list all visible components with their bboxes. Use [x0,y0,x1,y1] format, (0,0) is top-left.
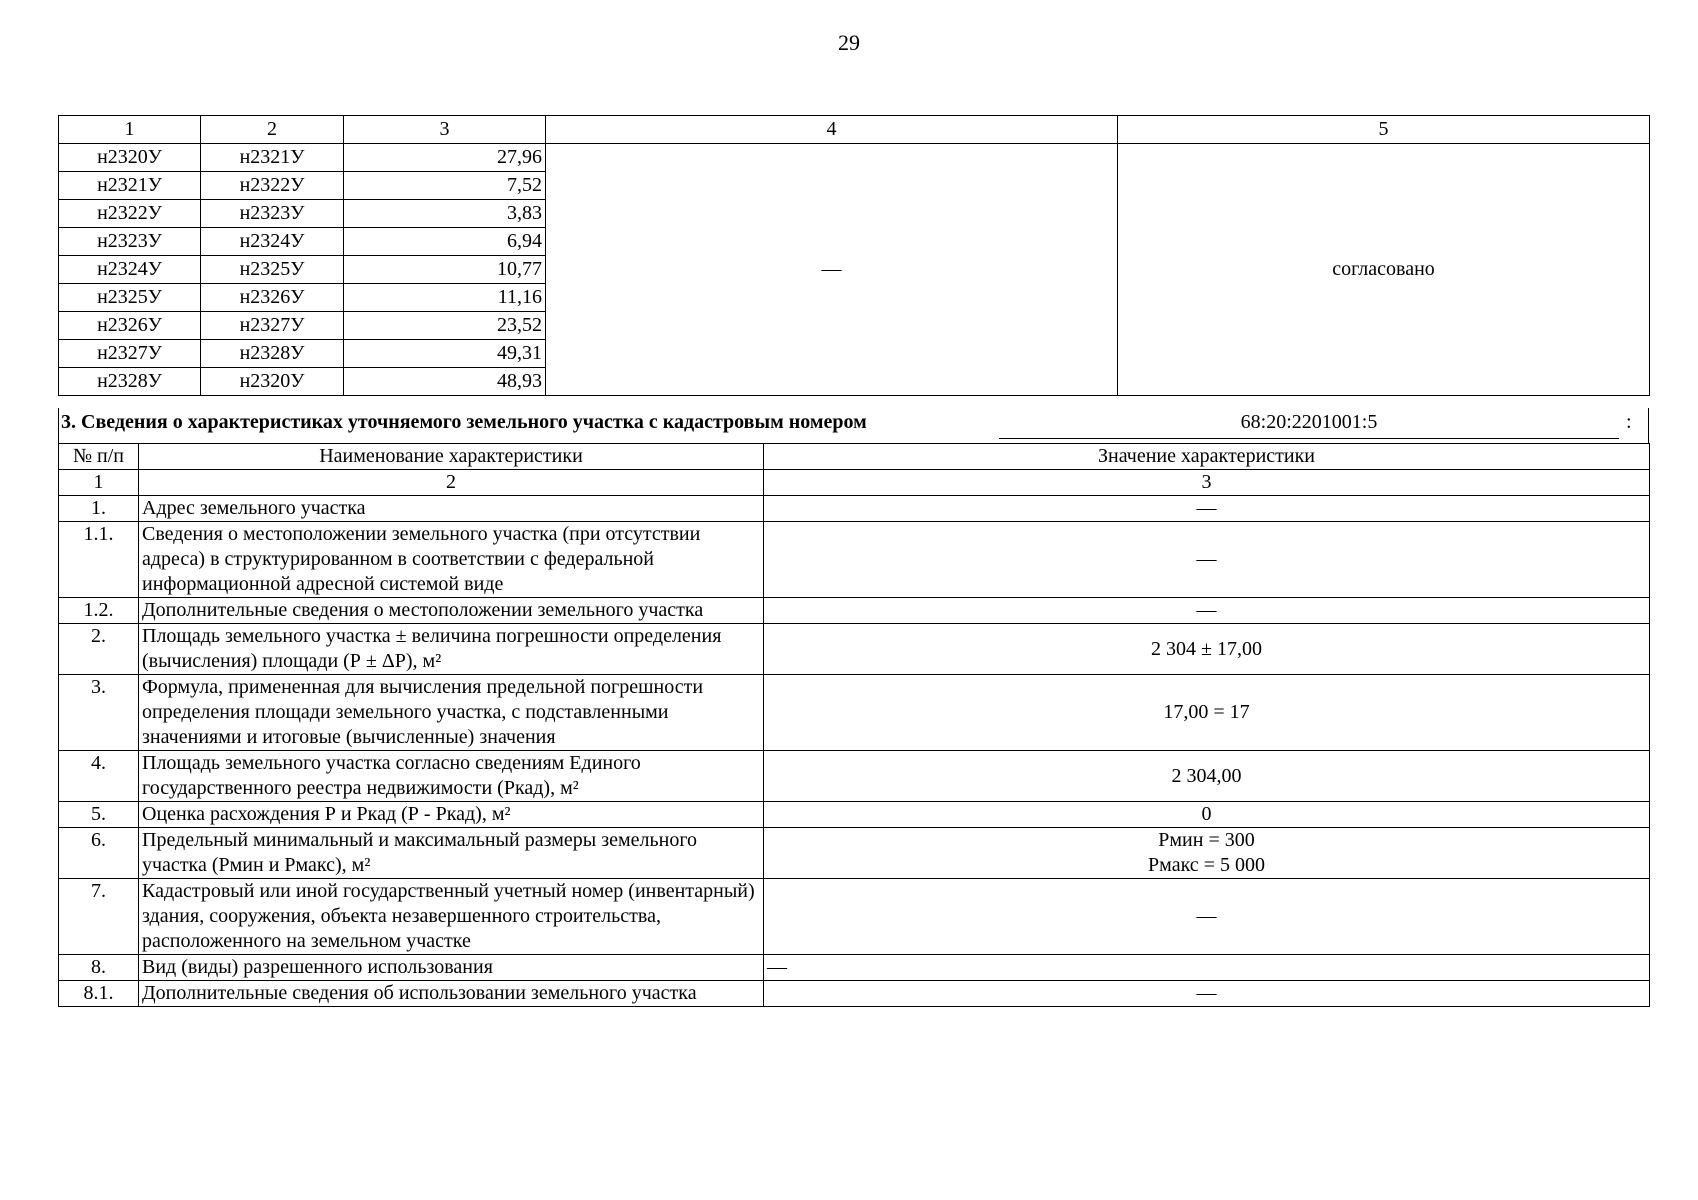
characteristic-value: — [764,496,1650,522]
characteristic-value: — [764,598,1650,624]
characteristic-name: Дополнительные сведения о местоположении земельного участка [139,598,764,624]
segment-length: 48,93 [344,368,546,396]
row-number: 8. [59,955,139,981]
table-row [59,598,1650,624]
col-number: 1 [59,470,139,496]
characteristic-value: — [764,981,1650,1007]
point-from: н2320У [59,144,201,172]
characteristic-name: Площадь земельного участка ± величина погрешности определения (вычисления) площади (Р ± ΔР), м² [139,624,764,675]
characteristic-name: Кадастровый или иной государственный учетный номер (инвентарный) здания, сооружения, объекта незавершенного строительства, расположенного на земельном участке [139,879,764,955]
table-row [59,879,1650,955]
row-number: 5. [59,802,139,828]
area-max: Рмакс = 5 000 [1148,854,1265,876]
characteristic-value [764,828,1650,879]
row-number: 1. [59,496,139,522]
characteristic-value: — [764,879,1650,955]
characteristic-value: 2 304 ± 17,00 [764,624,1650,675]
area-min: Рмин = 300 [1158,829,1255,851]
col-number: 3 [764,470,1650,496]
segment-length: 7,52 [344,172,546,200]
point-to: н2321У [201,144,344,172]
col-header: 2 [201,116,344,144]
col-header-number: № п/п [59,444,139,470]
point-to: н2326У [201,284,344,312]
characteristic-value: 0 [764,802,1650,828]
row-number: 6. [59,828,139,879]
characteristic-name: Сведения о местоположении земельного участка (при отсутствии адреса) в структурированном в соответствии с федеральной информационной адресной системой виде [139,522,764,598]
col-header: 5 [1118,116,1650,144]
characteristic-name: Вид (виды) разрешенного использования [139,955,764,981]
point-from: н2326У [59,312,201,340]
characteristic-value: — [764,955,1650,981]
point-from: н2321У [59,172,201,200]
characteristic-name: Дополнительные сведения об использовании земельного участка [139,981,764,1007]
table-row [59,828,1650,879]
characteristic-name: Адрес земельного участка [139,496,764,522]
point-from: н2327У [59,340,201,368]
approval-status: согласовано [1118,144,1650,396]
point-from: н2328У [59,368,201,396]
table-row [59,751,1650,802]
segment-length: 6,94 [344,228,546,256]
characteristic-value: 2 304,00 [764,751,1650,802]
row-number: 7. [59,879,139,955]
segment-length: 11,16 [344,284,546,312]
table-header-row [59,444,1650,470]
point-to: н2325У [201,256,344,284]
point-to: н2328У [201,340,344,368]
point-from: н2324У [59,256,201,284]
col-header-name: Наименование характеристики [139,444,764,470]
section-heading-row [58,408,1649,443]
characteristics-table [58,443,1650,1007]
col-header-value: Значение характеристики [764,444,1650,470]
col-header: 1 [59,116,201,144]
table-row [59,144,1650,172]
row-number: 2. [59,624,139,675]
characteristic-value: 17,00 = 17 [764,675,1650,751]
boundary-segments-table [58,115,1650,396]
table-row [59,955,1650,981]
point-from: н2322У [59,200,201,228]
cadastral-colon: : [1626,411,1632,433]
segment-length: 10,77 [344,256,546,284]
cadastral-number: 68:20:2201001:5 [999,411,1619,439]
table-row [59,624,1650,675]
point-from: н2325У [59,284,201,312]
table-row [59,522,1650,598]
col-number: 2 [139,470,764,496]
characteristic-name: Формула, примененная для вычисления предельной погрешности определения площади земельного участка, с подставленными значениями и итоговые (вычисленные) значения [139,675,764,751]
segment-length: 23,52 [344,312,546,340]
table-row [59,981,1650,1007]
column-numbers-row [59,470,1650,496]
characteristic-name: Оценка расхождения Р и Ркад (Р - Ркад), м² [139,802,764,828]
point-to: н2324У [201,228,344,256]
point-to: н2320У [201,368,344,396]
segment-length: 49,31 [344,340,546,368]
table-row [59,496,1650,522]
table-header-row [59,116,1650,144]
point-to: н2323У [201,200,344,228]
table-row [59,675,1650,751]
row-number: 8.1. [59,981,139,1007]
point-to: н2327У [201,312,344,340]
row-number: 1.2. [59,598,139,624]
col4-merged-cell: — [546,144,1118,396]
row-number: 4. [59,751,139,802]
segment-length: 3,83 [344,200,546,228]
point-from: н2323У [59,228,201,256]
table-row [59,802,1650,828]
section-title: 3. Сведения о характеристиках уточняемого земельного участка с кадастровым номером [61,411,867,433]
page-number: 29 [838,30,860,55]
col-header: 4 [546,116,1118,144]
characteristic-name: Площадь земельного участка согласно сведениям Единого государственного реестра недвижимости (Ркад), м² [139,751,764,802]
characteristic-value: — [764,522,1650,598]
segment-length: 27,96 [344,144,546,172]
col-header: 3 [344,116,546,144]
point-to: н2322У [201,172,344,200]
row-number: 3. [59,675,139,751]
row-number: 1.1. [59,522,139,598]
characteristic-name: Предельный минимальный и максимальный размеры земельного участка (Рмин и Рмакс), м² [139,828,764,879]
